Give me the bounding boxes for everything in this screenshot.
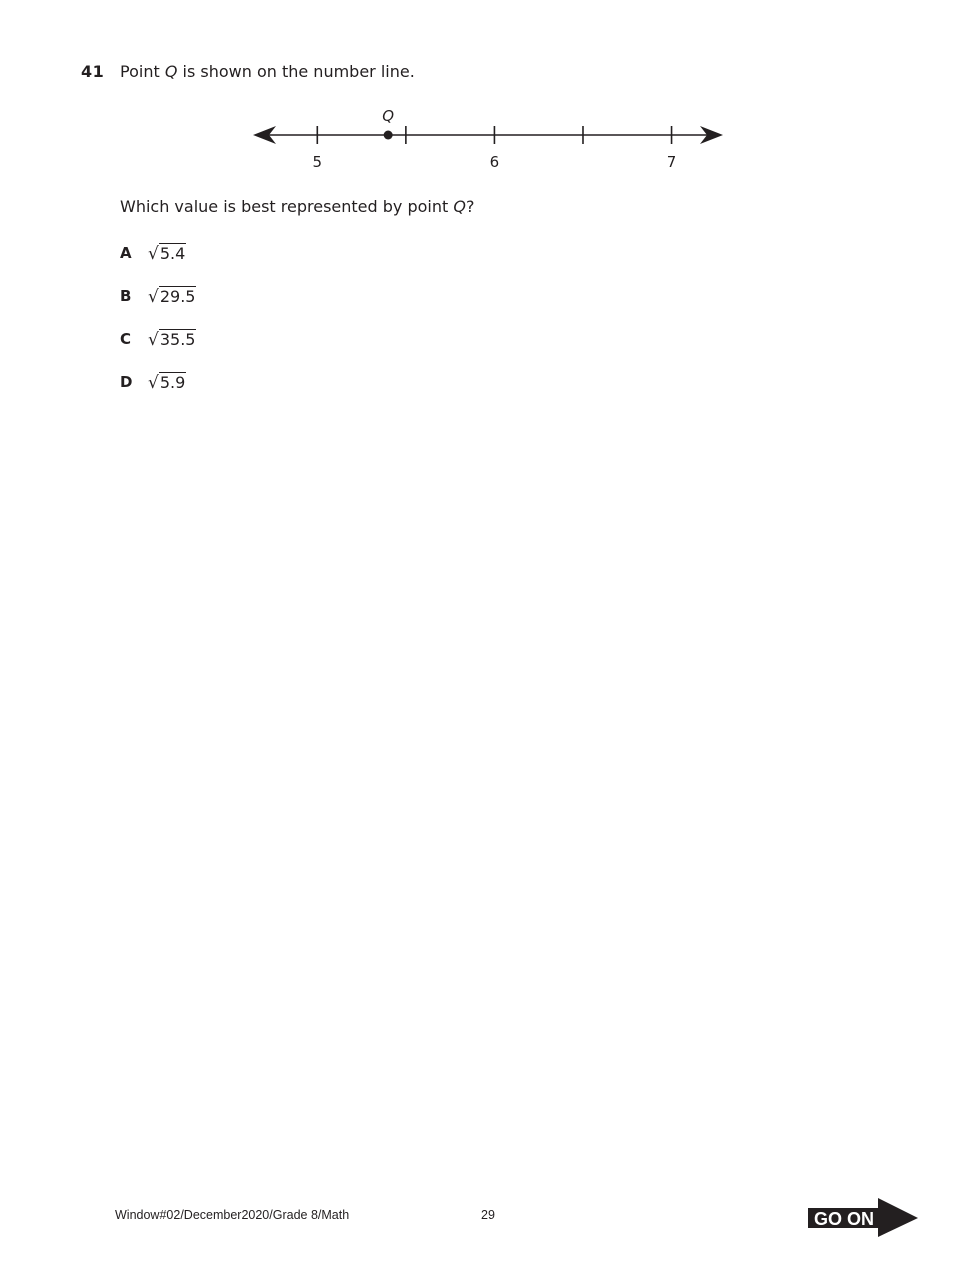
answer-choice-d[interactable]	[120, 370, 186, 394]
choice-letter: A	[120, 244, 132, 262]
radicand: 5.9	[159, 373, 186, 393]
answer-choice-c[interactable]	[120, 327, 196, 351]
point-q	[384, 131, 393, 140]
stem-variable: Q	[164, 62, 178, 81]
radicand: 29.5	[159, 287, 196, 307]
radical-expression	[148, 243, 186, 263]
radicand: 5.4	[159, 244, 186, 264]
stem-text-before: Point	[120, 62, 165, 81]
number-line-tick-label: 6	[489, 153, 500, 171]
number-line-tick-label: 7	[666, 153, 677, 171]
go-on-arrow-icon	[808, 1196, 920, 1238]
radical-sign-icon: √	[148, 372, 159, 393]
stem-text-after: is shown on the number line.	[177, 62, 415, 81]
radical-expression	[148, 286, 196, 306]
point-q-label: Q	[382, 107, 395, 125]
prompt-text-after: ?	[465, 197, 475, 216]
radicand: 35.5	[159, 330, 196, 350]
question-number: 41	[81, 62, 105, 81]
prompt-variable: Q	[453, 197, 466, 216]
radical-expression	[148, 372, 186, 392]
radical-sign-icon: √	[148, 329, 159, 350]
number-line-tick-label: 5	[312, 153, 323, 171]
radical-sign-icon: √	[148, 243, 159, 264]
choice-letter: D	[120, 373, 133, 391]
radical-expression	[148, 329, 196, 349]
answer-choice-b[interactable]	[120, 284, 196, 308]
choice-letter: B	[120, 287, 132, 305]
footer-page-number: 29	[481, 1208, 495, 1222]
choice-letter: C	[120, 330, 132, 348]
question-prompt	[120, 197, 474, 216]
radical-sign-icon: √	[148, 286, 159, 307]
number-line	[250, 100, 730, 180]
footer-document-id: Window#02/December2020/Grade 8/Math	[115, 1208, 350, 1222]
answer-choice-a[interactable]	[120, 241, 186, 265]
prompt-text-before: Which value is best represented by point	[120, 197, 454, 216]
question-stem	[120, 62, 415, 81]
go-on-label: GO ON	[814, 1209, 875, 1229]
